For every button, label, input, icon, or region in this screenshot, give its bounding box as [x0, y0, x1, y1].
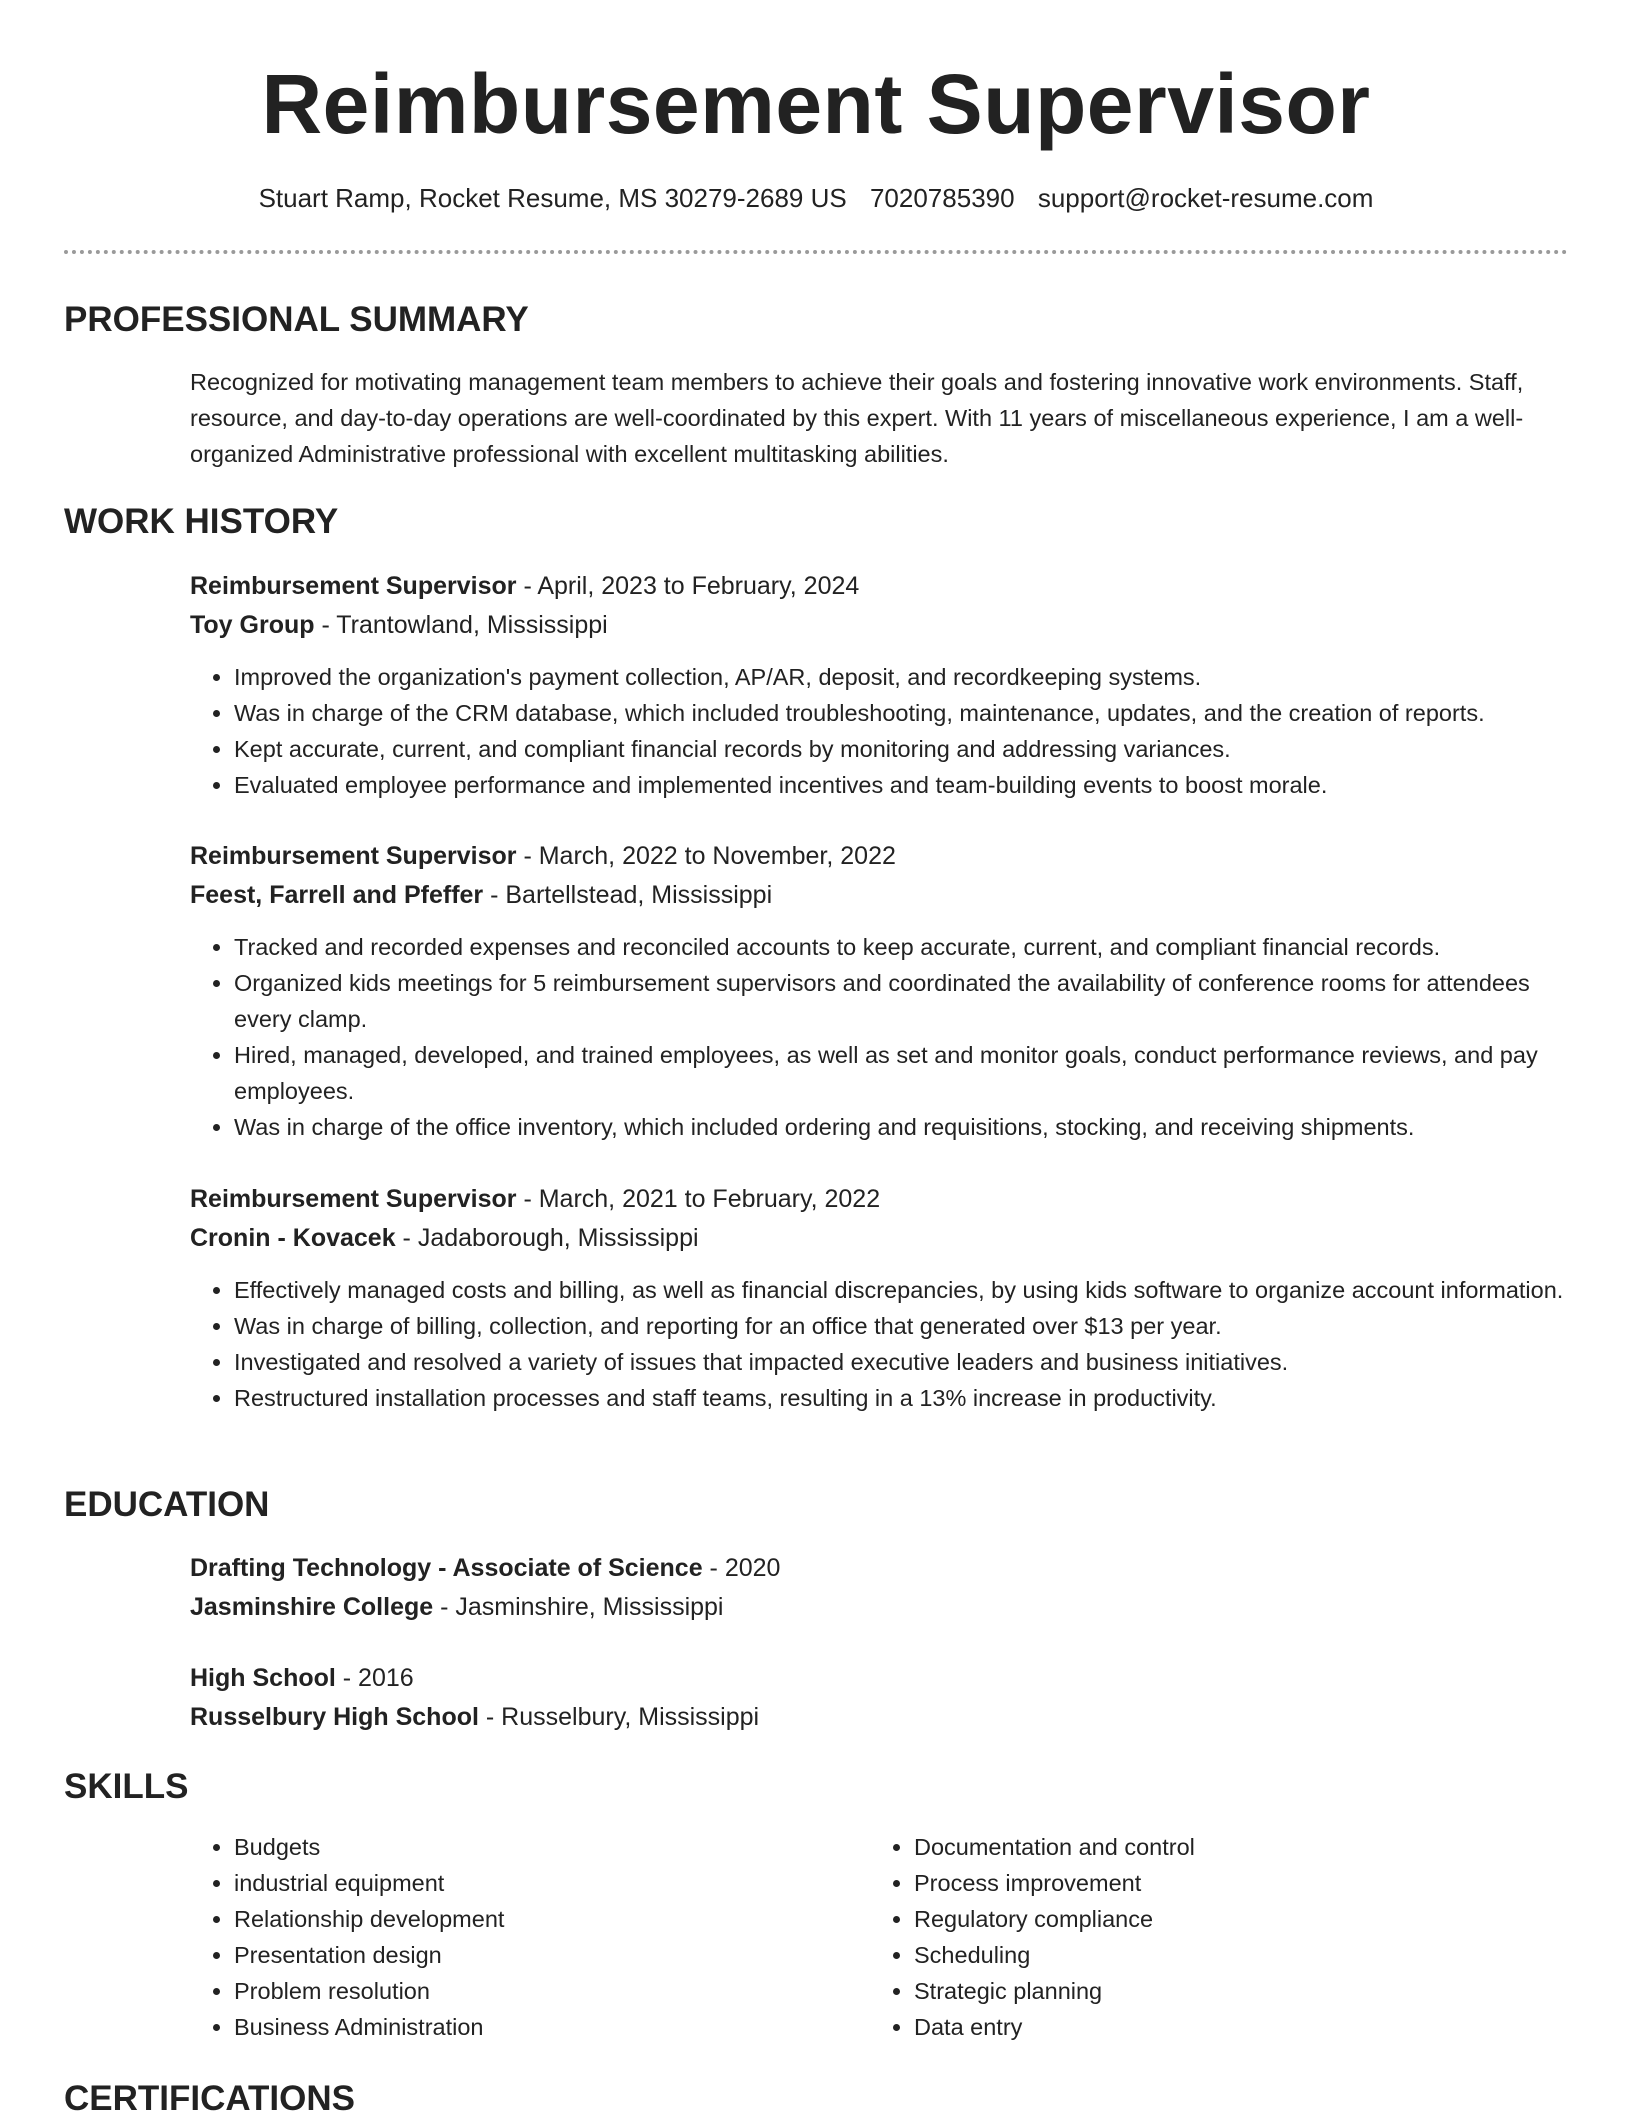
job-location: - Trantowland, Mississippi	[314, 611, 608, 639]
job-bullet: • Hired, managed, developed, and trained employees, as well as set and monitor goals, conduct performance reviews, and pay employees.	[234, 1037, 1570, 1109]
job-bullet: • Was in charge of billing, collection, and reporting for an office that generated over $13 per year.	[234, 1308, 1570, 1344]
education-school-line	[190, 1698, 1570, 1737]
contact-phone: 7020785390	[869, 183, 1015, 213]
skill-item: • Budgets	[234, 1829, 870, 1865]
job-company: Feest, Farrell and Pfeffer	[190, 881, 484, 909]
education-year: - 2016	[335, 1664, 414, 1692]
job-company-line	[190, 606, 1570, 645]
job-bullets	[190, 1272, 1570, 1416]
skill-item: • Regulatory compliance	[914, 1901, 1550, 1937]
contact-line	[0, 180, 1632, 216]
job-bullet: • Restructured installation processes and staff teams, resulting in a 13% increase in productivity.	[234, 1380, 1570, 1416]
job-bullet: • Organized kids meetings for 5 reimbursement supervisors and coordinated the availability of conference rooms for attendees every clamp.	[234, 965, 1570, 1037]
job-dates: - March, 2021 to February, 2022	[516, 1185, 881, 1213]
job-title: Reimbursement Supervisor	[190, 842, 517, 870]
job-bullet: • Improved the organization's payment collection, AP/AR, deposit, and recordkeeping systems.	[234, 659, 1570, 695]
skill-item: • Presentation design	[234, 1937, 870, 1973]
skills-block	[190, 1829, 1570, 2045]
section-title-summary: PROFESSIONAL SUMMARY	[64, 300, 529, 339]
education-degree-line	[190, 1549, 1570, 1588]
job-bullet: • Was in charge of the office inventory, which included ordering and requisitions, stocking, and receiving shipments.	[234, 1109, 1570, 1145]
job-dates: - March, 2022 to November, 2022	[516, 842, 896, 870]
job-bullet: • Kept accurate, current, and compliant financial records by monitoring and addressing variances.	[234, 731, 1570, 767]
job-entry	[190, 567, 1570, 803]
header-divider	[64, 250, 1568, 254]
job-bullet: • Tracked and recorded expenses and reconciled accounts to keep accurate, current, and compliant financial records.	[234, 929, 1570, 965]
skills-column-right	[870, 1829, 1550, 2045]
section-title-certifications: CERTIFICATIONS	[64, 2079, 356, 2118]
education-location: - Russelbury, Mississippi	[478, 1703, 760, 1731]
job-title-line	[190, 837, 1570, 876]
job-company-line	[190, 876, 1570, 915]
skill-item: • Problem resolution	[234, 1973, 870, 2009]
summary-text: Recognized for motivating management team members to achieve their goals and fostering innovative work environments. Staff, resource, and day-to-day operations are well-coordinated by this expert. With 11 years of miscellaneous experience, I am a well-organized Administrative professional with excellent multitasking abilities.	[190, 369, 1524, 467]
education-school-line	[190, 1588, 1570, 1627]
skills-column-left	[190, 1829, 870, 2045]
education-school: Russelbury High School	[190, 1703, 479, 1731]
contact-email: support@rocket-resume.com	[1037, 183, 1374, 213]
skill-item: • industrial equipment	[234, 1865, 870, 1901]
education-degree-line	[190, 1659, 1570, 1698]
education-school: Jasminshire College	[190, 1593, 434, 1621]
job-title: Reimbursement Supervisor	[190, 572, 517, 600]
job-bullet: • Investigated and resolved a variety of issues that impacted executive leaders and business initiatives.	[234, 1344, 1570, 1380]
education-degree: High School	[190, 1664, 336, 1692]
job-location: - Jadaborough, Mississippi	[395, 1224, 699, 1252]
job-title-line	[190, 1180, 1570, 1219]
job-company: Toy Group	[190, 611, 315, 639]
skill-item: • Relationship development	[234, 1901, 870, 1937]
education-entry	[190, 1659, 1570, 1737]
job-bullet: • Was in charge of the CRM database, which included troubleshooting, maintenance, updates, and the creation of reports.	[234, 695, 1570, 731]
education-entry	[190, 1549, 1570, 1627]
skill-item: • Business Administration	[234, 2009, 870, 2045]
education-location: - Jasminshire, Mississippi	[433, 1593, 724, 1621]
education-year: - 2020	[702, 1554, 781, 1582]
contact-address: Stuart Ramp, Rocket Resume, MS 30279-2689 US	[258, 183, 847, 213]
job-entry	[190, 1180, 1570, 1416]
job-dates: - April, 2023 to February, 2024	[516, 572, 860, 600]
skill-item: • Strategic planning	[914, 1973, 1550, 2009]
job-location: - Bartellstead, Mississippi	[483, 881, 773, 909]
section-title-skills: SKILLS	[64, 1767, 189, 1806]
job-company-line	[190, 1219, 1570, 1258]
job-title-line	[190, 567, 1570, 606]
job-bullets	[190, 659, 1570, 803]
skill-item: • Process improvement	[914, 1865, 1550, 1901]
resume-name: Reimbursement Supervisor	[261, 57, 1371, 151]
skill-item: • Data entry	[914, 2009, 1550, 2045]
summary-block	[190, 364, 1570, 472]
job-bullets	[190, 929, 1570, 1145]
job-title: Reimbursement Supervisor	[190, 1185, 517, 1213]
job-bullet: • Effectively managed costs and billing, as well as financial discrepancies, by using kids software to organize account information.	[234, 1272, 1570, 1308]
section-title-work-history: WORK HISTORY	[64, 502, 339, 541]
job-bullet: • Evaluated employee performance and implemented incentives and team-building events to boost morale.	[234, 767, 1570, 803]
section-title-education: EDUCATION	[64, 1485, 270, 1524]
job-entry	[190, 837, 1570, 1145]
skill-item: • Scheduling	[914, 1937, 1550, 1973]
skill-item: • Documentation and control	[914, 1829, 1550, 1865]
education-degree: Drafting Technology - Associate of Science	[190, 1554, 703, 1582]
job-company: Cronin - Kovacek	[190, 1224, 396, 1252]
